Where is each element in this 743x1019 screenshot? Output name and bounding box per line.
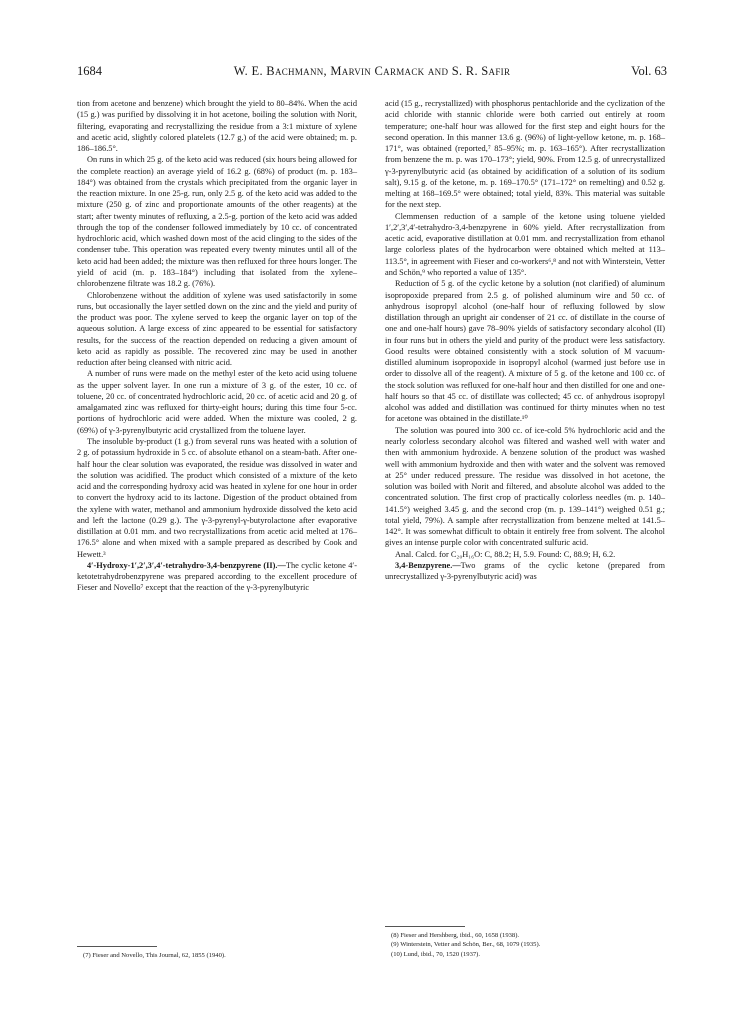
page-number: 1684 (77, 64, 102, 78)
running-head-authors: W. E. Bachmann, Marvin Carmack and S. R. Safir (233, 64, 511, 78)
left-column (77, 98, 357, 594)
paragraph: A number of runs were made on the methyl ester of the keto acid using toluene as the upper solvent layer. In one run a mixture of 3 g. of the ester, 10 cc. of toluene, 20 cc. of concentrated hydrochloric acid, 20 cc. of acetic acid and 20 g. of amalgamated zinc was refluxed for thirty-eight hours; during this time four 5-cc. portions of hydrochloric acid were added. When the mixture was cooled, 2 g. (69%) of γ-3-pyrenylbutyric acid crystallized from the toluene layer. (77, 369, 357, 435)
paragraph-text: Two grams of the cyclic ketone (prepared from unrecrystallized γ-3-pyrenylbutyric acid) was (385, 560, 665, 582)
footnote-rule (385, 926, 465, 927)
section-heading: 4′-Hydroxy-1′,2′,3′,4′-tetrahydro-3,4-benzpyrene (II).— (87, 560, 286, 570)
paragraph: The solution was poured into 300 cc. of ice-cold 5% hydrochloric acid and the nearly colorless secondary alcohol was filtered and washed well with water and then with ammonium hydroxide. A benzene solution of the product was washed well with ammonium hydroxide and then with water and the solvent was removed at 25° under reduced pressure. The residue was dissolved in hot acetone, the solution was boiled with Norit and filtered, and absolute alcohol was added to the concentrated solution. The first crop of practically colorless needles (m. p. 140–141.5°) weighed 3.45 g. and the second crop (m. p. 139–141°) weighed 0.51 g.; total yield, 79%). A sample after recrystallization from benzene melted at 141.5–142°. It was somewhat difficult to obtain it entirely free from solvent. The alcohol gives an intense purple color with concentrated sulfuric acid. (385, 425, 665, 548)
paragraph: acid (15 g., recrystallized) with phosphorus pentachloride and the cyclization of the acid chloride with stannic chloride were both carried out entirely at room temperature; one-half hour was allowed for the first step and eight hours for the second operation. In this manner 13.6 g. (96%) of light-yellow ketone, m. p. 168–171°, was obtained (reported,⁷ 85–95%; m. p. 163–165°). After recrystallization from benzene the m. p. was 170–173°; yield, 90%. From 12.5 g. of unrecrystallized γ-3-pyrenylbutyric acid (as obtained by acidification of a solution of its sodium salt), 9.15 g. of the ketone, m. p. 169–170.5° (171–172° on remelting) and 0.52 g. melting at 168–169.5° were obtained; total yield, 83%. This material was suitable for the next step. (385, 99, 665, 210)
analysis-line: Anal. Calcd. for C₂₀H₁₆O: C, 88.2; H, 5.9. Found: C, 88.9; H, 6.2. (395, 549, 616, 559)
footnote: (10) Lund, ibid., 70, 1520 (1937). (391, 950, 481, 958)
left-footnotes (77, 951, 357, 960)
paragraph: On runs in which 25 g. of the keto acid was reduced (six hours being allowed for the complete reaction) an average yield of 16.2 g. (68%) of product (m. p. 183–184°) was obtained from the crystals which precipitated from the organic layer in the reaction mixture. In one 25-g. run, only 2.5 g. of the keto acid was added to the mixture (250 g. of zinc and proportionate amounts of the other reagents) at the start; after twenty minutes of refluxing, a 2.5-g. portion of the keto acid was added through the top of the condenser followed immediately by 10 cc. of concentrated hydrochloric acid, which washed down most of the acid clinging to the sides of the condenser tube. This operation was repeated every twenty minutes until all of the keto acid had been added; the mixture was then refluxed for three hours longer. The yield of acid (m. p. 183–184°) including that isolated from the xylene–chlorobenzene filtrate was 18.2 g. (76%). (77, 155, 357, 289)
paragraph-text: The cyclic ketone 4′-ketotetrahydrobenzpyrene was prepared according to the excellent procedure of Fieser and Novello⁷ except that the reaction of the γ-3-pyrenylbutyric (77, 560, 357, 593)
footnote: (7) Fieser and Novello, This Journal, 62, 1855 (1940). (83, 952, 226, 959)
right-column (385, 98, 665, 582)
section-paragraph (385, 560, 665, 583)
paragraph: The insoluble by-product (1 g.) from several runs was heated with a solution of 2 g. of potassium hydroxide in 5 cc. of absolute ethanol on a steam-bath. After one-half hour the clear solution was evaporated, the residue was dissolved in water and the solution was acidified. The product which consisted of a mixture of the keto acid and the corresponding hydroxy acid was heated in xylene for one hour in order to convert the hydroxy acid to its lactone. Digestion of the product obtained from the xylene with water, methanol and ammonium hydroxide dissolved the keto acid and left the lactone (0.29 g.). The γ-3-pyrenyl-γ-butyrolactone after evaporative distillation at 0.01 mm. and two recrystallizations from acetic acid melted at 176–176.5° alone and when mixed with a sample prepared as described by Cook and Hewett.³ (77, 436, 357, 559)
footnote: (8) Fieser and Hershberg, ibid., 60, 1658 (1938). (391, 932, 520, 939)
footnote-rule (77, 946, 157, 947)
paragraph: Reduction of 5 g. of the cyclic ketone by a solution (not clarified) of aluminum isopropoxide prepared from 2.5 g. of polished aluminum wire and 50 cc. of anhydrous isopropyl alcohol (one-half hour of refluxing followed by slow distillation through an upright air condenser of 21 cc. of distillate in the course of one and one-half hours) gave 78–90% yields of satisfactory secondary alcohol (II) in four runs but in others the yield and purity of the product were less satisfactory. Good results were obtained consistently with a stock solution of M vacuum-distilled aluminum isopropoxide in isopropyl alcohol (warmed just before use in order to dissolve all of the reagent). A mixture of 5 g. of the ketone and 100 cc. of the stock solution was refluxed for one-half hour and then distilled for one and one-half hours so that 45 cc. of distillate was collected; 45 cc. of anhydrous isopropyl alcohol was added and distillation was continued for thirty minutes when no test for acetone was obtained in the distillate.¹⁰ (385, 279, 665, 424)
paragraph: tion from acetone and benzene) which brought the yield to 80–84%. When the acid (15 g.) was purified by dissolving it in hot acetone, boiling the solution with Norit, filtering, evaporating and recrystallizing the residue from a 3:1 mixture of xylene and acetic acid, slightly colored platelets (12.7 g.) of the acid were obtained; m. p. 186–186.5°. (77, 99, 357, 154)
page-header (77, 64, 667, 80)
section-heading: 3,4-Benzpyrene.— (395, 560, 461, 570)
paragraph: Chlorobenzene without the addition of xylene was used satisfactorily in some runs, but occasionally the layer settled down on the zinc and the yield and purity of the product was poor. The xylene served to keep the organic layer on top of the aqueous solution. A large excess of zinc appeared to be essential for satisfactory results, for the success of the reaction depended on reducing a given amount of keto acid as rapidly as possible. The recovered zinc may be used in another reduction after being cleansed with nitric acid. (77, 290, 357, 368)
section-paragraph (77, 560, 357, 594)
volume-number: Vol. 63 (631, 64, 667, 78)
paragraph: Clemmensen reduction of a sample of the ketone using toluene yielded 1′,2′,3′,4′-tetrahydro-3,4-benzpyrene in 60% yield. After recrystallization from acetic acid, evaporative distillation at 0.01 mm. and recrystallization from ethanol large colorless plates of the hydrocarbon were obtained which melted at 113–113.5°, in agreement with Fieser and co-workers⁶,⁸ and not with Winterstein, Vetter and Schön,⁹ who reported a value of 135°. (385, 211, 665, 277)
footnote: (9) Winterstein, Vetter and Schön, Ber., 68, 1079 (1935). (391, 941, 541, 949)
right-footnotes (385, 931, 665, 959)
